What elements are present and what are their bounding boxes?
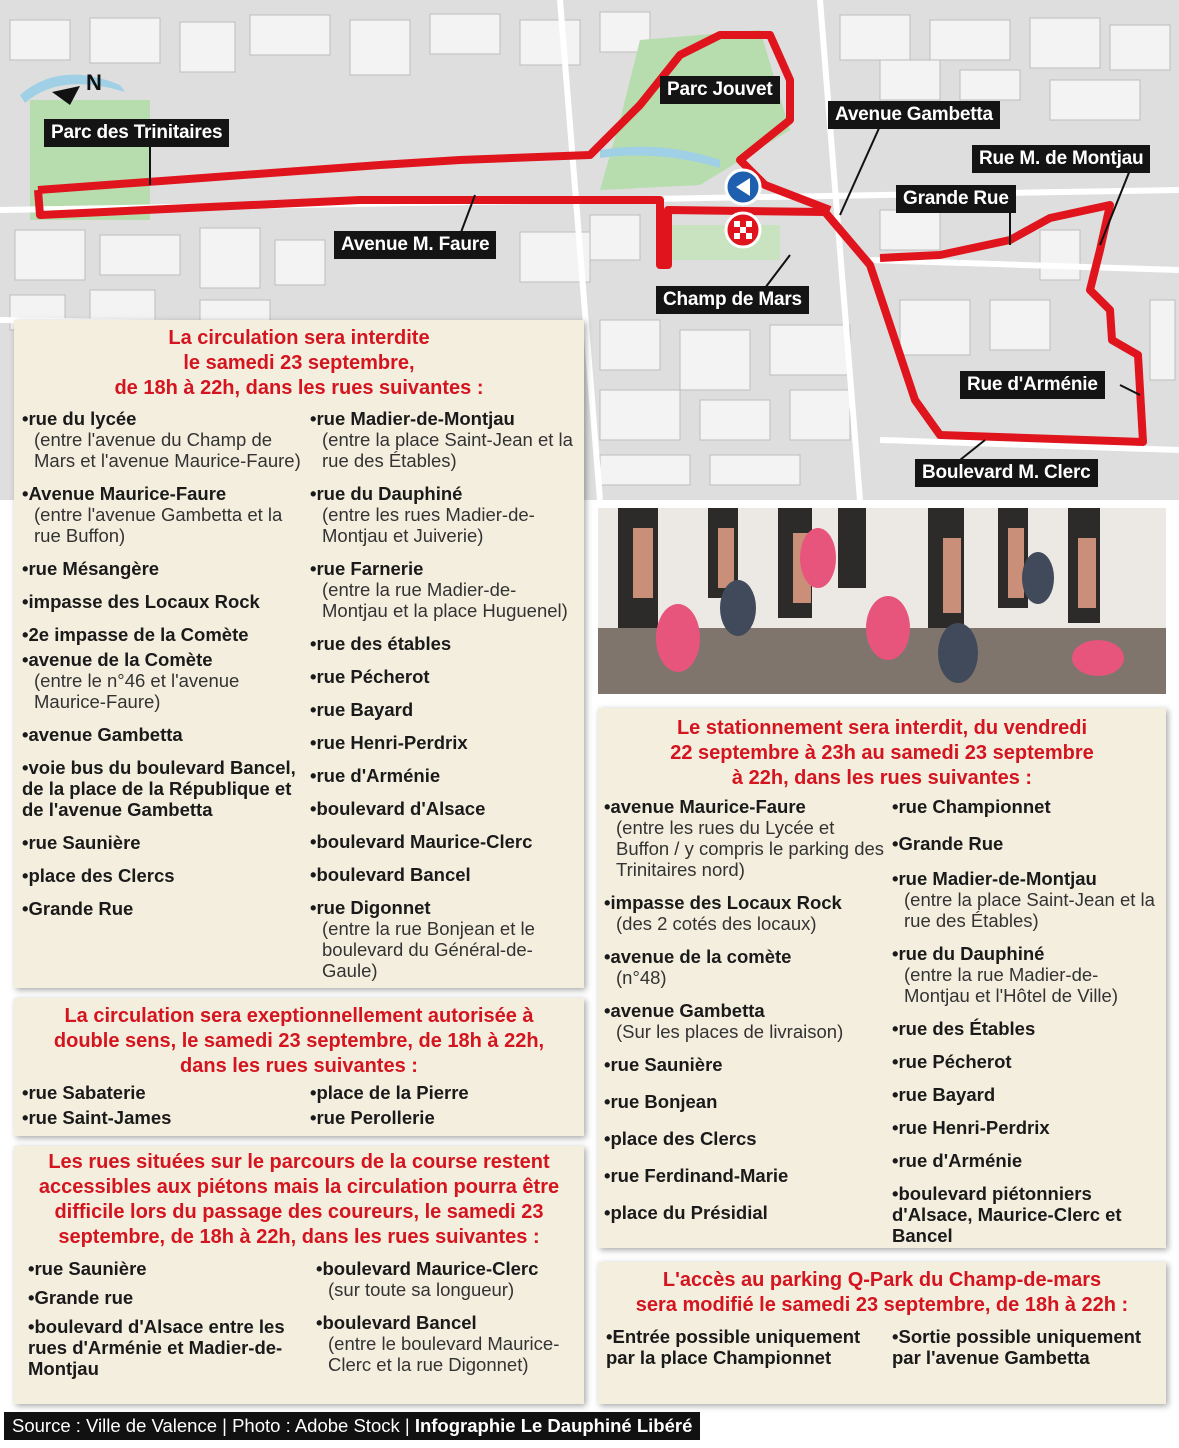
title-line: Le stationnement sera interdit, du vendredi xyxy=(676,717,1088,739)
label-rue-armenie: Rue d'Arménie xyxy=(960,371,1105,399)
list-item: • rue Saunière xyxy=(28,1258,298,1279)
list-item: • 2e impasse de la Comète xyxy=(22,624,302,645)
title-line: La circulation sera exeptionnellement autorisée à xyxy=(64,1005,534,1027)
north-label: N xyxy=(86,70,102,95)
list-right xyxy=(892,1326,1160,1372)
title-line: à 22h, dans les rues suivantes : xyxy=(731,767,1033,789)
park-trinitaires xyxy=(30,100,150,220)
list-item: • place du Présidial xyxy=(604,1202,886,1223)
title-line: double sens, le samedi 23 septembre, de 18h à 22h, xyxy=(53,1030,545,1052)
title-line: septembre, de 18h à 22h, dans les rues suivantes : xyxy=(58,1226,540,1248)
list-item: • rue des étables xyxy=(310,633,578,654)
list-item: • rue Digonnet (entre la rue Bonjean et le boulevard du Général-de-Gaule) xyxy=(310,897,578,981)
list-item: • rue du Dauphiné (entre les rues Madier-de-Montjau et Juiverie) xyxy=(310,483,578,546)
list-left xyxy=(22,1082,302,1132)
list-item: • avenue Gambetta (Sur les places de livraison) xyxy=(604,1000,886,1042)
list-item: • place des Clercs xyxy=(604,1128,886,1149)
list-right xyxy=(310,408,578,993)
title-line: difficile lors du passage des coureurs, le samedi 23 xyxy=(54,1201,544,1223)
list-item: • boulevard d'Alsace xyxy=(310,798,578,819)
credit-text: Infographie Le Dauphiné Libéré xyxy=(414,1415,693,1436)
list-item: • rue Perollerie xyxy=(310,1107,578,1128)
list-item: • rue Championnet xyxy=(892,796,1160,817)
title-line: de 18h à 22h, dans les rues suivantes : xyxy=(114,377,484,399)
list-item: • rue d'Arménie xyxy=(310,765,578,786)
runners-photo xyxy=(598,508,1166,694)
source-credit xyxy=(4,1412,700,1440)
list-right xyxy=(892,796,1160,1258)
list-item: • rue Farnerie (entre la rue Madier-de-Montjau et la place Huguenel) xyxy=(310,558,578,621)
source-text: Source : Ville de Valence | Photo : Adobe Stock | xyxy=(12,1415,415,1436)
list-item: • rue Madier-de-Montjau (entre la place Saint-Jean et la rue des Étables) xyxy=(892,868,1160,931)
title-line: dans les rues suivantes : xyxy=(180,1055,418,1077)
list-item: • rue du Dauphiné (entre la rue Madier-de-Montjau et l'Hôtel de Ville) xyxy=(892,943,1160,1006)
list-item: • rue Pécherot xyxy=(892,1051,1160,1072)
list-item: • Entrée possible uniquement par la place Championnet xyxy=(606,1326,876,1368)
title-line: La circulation sera interdite xyxy=(168,327,430,349)
runners-illustration xyxy=(598,508,1166,694)
panel-title xyxy=(14,1150,584,1250)
list-item: • rue des Étables xyxy=(892,1018,1160,1039)
list-item: • boulevard Bancel xyxy=(310,864,578,885)
panel-double-sens xyxy=(14,998,584,1136)
list-left xyxy=(604,796,886,1235)
list-item: • boulevard Maurice-Clerc (sur toute sa longueur) xyxy=(316,1258,578,1300)
list-item: • rue Henri-Perdrix xyxy=(310,732,578,753)
list-item: • impasse des Locaux Rock xyxy=(22,591,302,612)
panel-title xyxy=(14,326,584,401)
panel-title xyxy=(598,1268,1166,1318)
list-item: • rue Saunière xyxy=(22,832,302,853)
list-left xyxy=(606,1326,876,1372)
list-item: • Sortie possible uniquement par l'avenue Gambetta xyxy=(892,1326,1160,1368)
label-avenue-faure: Avenue M. Faure xyxy=(334,231,496,259)
list-item: • rue Ferdinand-Marie xyxy=(604,1165,886,1186)
title-line: accessibles aux piétons mais la circulation pourra être xyxy=(38,1176,560,1198)
list-item: • rue d'Arménie xyxy=(892,1150,1160,1171)
label-champ-de-mars: Champ de Mars xyxy=(656,286,809,314)
list-item: • avenue Maurice-Faure (entre les rues du Lycée et Buffon / y compris le parking des Trinitaires nord) xyxy=(604,796,886,880)
list-item: • rue Mésangère xyxy=(22,558,302,579)
list-item: • rue Bonjean xyxy=(604,1091,886,1112)
panel-pietons xyxy=(14,1146,584,1404)
label-boulevard-clerc: Boulevard M. Clerc xyxy=(915,459,1098,487)
list-item: • place de la Pierre xyxy=(310,1082,578,1103)
list-item: • place des Clercs xyxy=(22,865,302,886)
panel-circulation-interdite xyxy=(14,320,584,988)
list-item: • rue Pécherot xyxy=(310,666,578,687)
list-item: • avenue de la comète (n°48) xyxy=(604,946,886,988)
title-line: 22 septembre à 23h au samedi 23 septembre xyxy=(670,742,1094,764)
list-item: • avenue Gambetta xyxy=(22,724,302,745)
list-item: • rue Sabaterie xyxy=(22,1082,302,1103)
list-right xyxy=(316,1258,578,1379)
panel-stationnement xyxy=(598,708,1166,1248)
list-item: • Avenue Maurice-Faure (entre l'avenue Gambetta et la rue Buffon) xyxy=(22,483,302,546)
title-line: sera modifié le samedi 23 septembre, de 18h à 22h : xyxy=(635,1294,1129,1316)
list-item: • rue Saint-James xyxy=(22,1107,302,1128)
label-avenue-gambetta: Avenue Gambetta xyxy=(828,101,1000,129)
list-right xyxy=(310,1082,578,1132)
list-left xyxy=(28,1258,298,1383)
panel-title xyxy=(14,1004,584,1079)
title-line: L'accès au parking Q-Park du Champ-de-mars xyxy=(662,1269,1102,1291)
list-item: • Grande rue xyxy=(28,1287,298,1308)
list-item: • boulevard Bancel (entre le boulevard Maurice-Clerc et la rue Digonnet) xyxy=(316,1312,578,1375)
label-parc-trinitaires: Parc des Trinitaires xyxy=(44,119,229,147)
list-item: • voie bus du boulevard Bancel, de la place de la République et de l'avenue Gambetta xyxy=(22,757,302,820)
label-grande-rue: Grande Rue xyxy=(896,185,1016,213)
list-item: • Grande Rue xyxy=(892,833,1160,854)
list-item: • rue Bayard xyxy=(310,699,578,720)
list-item: • rue Saunière xyxy=(604,1054,886,1075)
title-line: Les rues situées sur le parcours de la course restent xyxy=(48,1151,550,1173)
list-item: • rue Madier-de-Montjau (entre la place Saint-Jean et la rue des Étables) xyxy=(310,408,578,471)
title-line: le samedi 23 septembre, xyxy=(183,352,415,374)
list-item: • rue du lycée (entre l'avenue du Champ de Mars et l'avenue Maurice-Faure) xyxy=(22,408,302,471)
list-item: • avenue de la Comète (entre le n°46 et l'avenue Maurice-Faure) xyxy=(22,649,302,712)
list-item: • boulevard d'Alsace entre les rues d'Arménie et Madier-de-Montjau xyxy=(28,1316,298,1379)
panel-title xyxy=(598,716,1166,791)
list-item: • rue Bayard xyxy=(892,1084,1160,1105)
list-left xyxy=(22,408,302,931)
list-item: • rue Henri-Perdrix xyxy=(892,1117,1160,1138)
panel-parking xyxy=(598,1262,1166,1404)
label-parc-jouvet: Parc Jouvet xyxy=(660,76,780,104)
list-item: • boulevard piétonniers d'Alsace, Maurice-Clerc et Bancel xyxy=(892,1183,1160,1246)
label-rue-montjau: Rue M. de Montjau xyxy=(972,145,1150,173)
list-item: • Grande Rue xyxy=(22,898,302,919)
list-item: • impasse des Locaux Rock (des 2 cotés des locaux) xyxy=(604,892,886,934)
list-item: • boulevard Maurice-Clerc xyxy=(310,831,578,852)
